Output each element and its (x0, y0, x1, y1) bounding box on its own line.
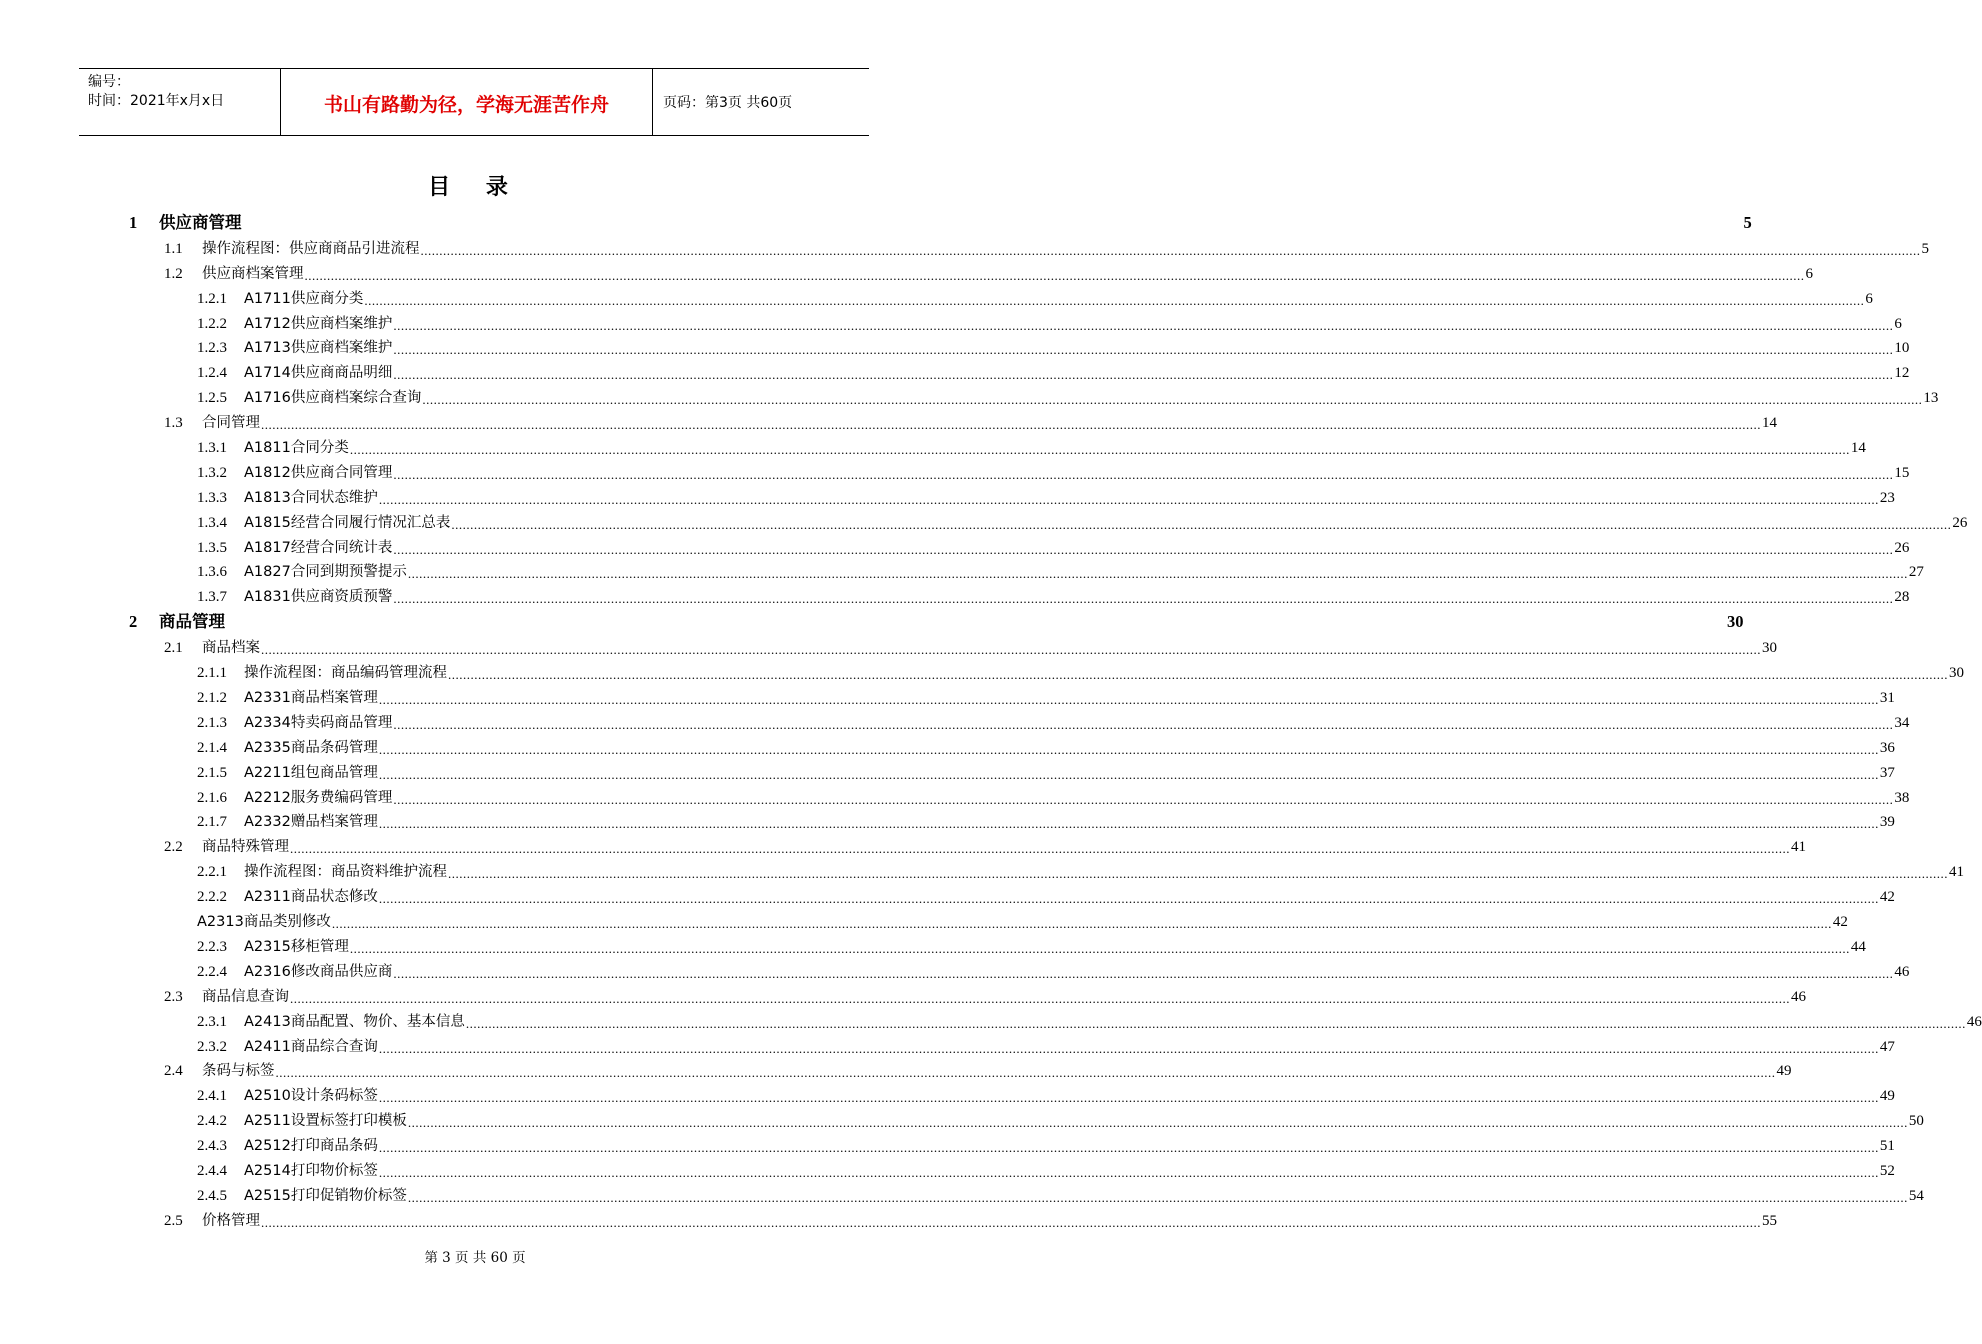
toc-entry-page: 47 (1879, 1038, 1895, 1055)
toc-dot-leader: ................................................................................................................................................................................................................................................................................................................................................................................................................ (290, 990, 1790, 1006)
toc-entry-title: 操作流程图：商品资料维护流程 (244, 864, 447, 881)
toc-dot-leader: ................................................................................................................................................................................................................................................................................................................................................................................................................ (393, 716, 1894, 732)
toc-entry-number: 1.2 (164, 265, 183, 282)
toc-entry-page: 42 (1879, 889, 1895, 906)
toc-entry-page: 42 (1832, 914, 1848, 931)
toc-dot-leader: ................................................................................................................................................................................................................................................................................................................................................................................................................ (393, 541, 1894, 557)
toc-entry-title: A1716供应商档案综合查询 (244, 390, 422, 407)
toc-entry-title: A2313商品类别修改 (197, 914, 331, 931)
toc-dot-leader: ................................................................................................................................................................................................................................................................................................................................................................................................................ (465, 1015, 1966, 1031)
toc-entry[interactable] (0, 407, 1777, 433)
toc-entry[interactable] (0, 581, 1910, 607)
toc-entry-title: A2316修改商品供应商 (244, 963, 393, 980)
toc-dot-leader: ................................................................................................................................................................................................................................................................................................................................................................................................................ (393, 342, 1894, 358)
toc-entry-page: 14 (1850, 440, 1866, 457)
toc-dot-leader: ................................................................................................................................................................................................................................................................................................................................................................................................................ (290, 841, 1790, 857)
toc-entry-title: A2212服务费编码管理 (244, 789, 393, 806)
toc-dot-leader: ................................................................................................................................................................................................................................................................................................................................................................................................................ (261, 417, 1761, 433)
toc-entry-title: A1714供应商商品明细 (244, 365, 393, 382)
toc-dot-leader: ................................................................................................................................................................................................................................................................................................................................................................................................................ (451, 516, 1952, 532)
toc-dot-leader: ................................................................................................................................................................................................................................................................................................................................................................................................................ (407, 1115, 1908, 1131)
toc-entry[interactable] (0, 632, 1777, 658)
toc-entry[interactable] (0, 981, 1806, 1006)
toc-entry-title: A1712供应商档案维护 (244, 315, 393, 332)
toc-dot-leader: ................................................................................................................................................................................................................................................................................................................................................................................................................ (378, 491, 1879, 507)
toc-dot-leader: ................................................................................................................................................................................................................................................................................................................................................................................................................ (275, 1065, 1776, 1081)
toc-dot-leader: ................................................................................................................................................................................................................................................................................................................................................................................................................ (378, 692, 1879, 708)
toc-entry[interactable] (0, 382, 1939, 408)
toc-dot-leader: ................................................................................................................................................................................................................................................................................................................................................................................................................ (304, 267, 1805, 283)
toc-entry-number: 2.2 (164, 839, 183, 856)
toc-entry[interactable] (0, 1006, 1982, 1031)
toc-entry-page: 52 (1879, 1162, 1895, 1179)
toc-entry-title: A2334特卖码商品管理 (244, 714, 393, 731)
toc-entry-page: 39 (1879, 814, 1895, 831)
toc-entry-page: 41 (1949, 864, 1964, 881)
toc-entry-number: 1.2.4 (197, 365, 227, 382)
toc-entry-title: A2413商品配置、物价、基本信息 (244, 1013, 465, 1030)
toc-entry-page: 38 (1894, 789, 1910, 806)
toc-entry-number: 2.5 (164, 1212, 183, 1229)
toc-entry[interactable] (0, 308, 1902, 333)
toc-entry-page: 26 (1894, 539, 1910, 556)
toc-entry-page: 26 (1952, 514, 1968, 531)
toc-entry-number: 2.1.2 (197, 690, 227, 707)
toc-entry-number: 2.2.4 (197, 963, 227, 980)
toc-entry-title: A1831供应商资质预警 (244, 589, 393, 606)
toc-entry-number: 2.4.4 (197, 1162, 227, 1179)
toc-entry-page: 28 (1894, 589, 1910, 606)
toc-entry-page: 5 (1743, 213, 1752, 232)
toc-dot-leader: ................................................................................................................................................................................................................................................................................................................................................................................................................ (378, 816, 1879, 832)
toc-entry-title: A2411商品综合查询 (244, 1038, 378, 1055)
toc-entry-title: A2315移柜管理 (244, 938, 349, 955)
toc-entry-number: 2.3.2 (197, 1038, 227, 1055)
page-header (79, 68, 869, 136)
toc-entry-title: 商品信息查询 (202, 988, 289, 1005)
table-of-contents (0, 207, 1982, 1230)
toc-entry-number: 2.1.1 (197, 665, 227, 682)
toc-entry[interactable] (0, 1080, 1895, 1106)
toc-entry-number: 2.3 (164, 988, 183, 1005)
toc-entry-title: A1811合同分类 (244, 440, 349, 457)
toc-dot-leader: ................................................................................................................................................................................................................................................................................................................................................................................................................ (378, 766, 1879, 782)
toc-dot-leader: ................................................................................................................................................................................................................................................................................................................................................................................................................ (393, 591, 1894, 607)
toc-entry-number: 1.3.4 (197, 514, 227, 531)
toc-entry-title: 价格管理 (202, 1212, 260, 1229)
toc-entry-title: A1813合同状态维护 (244, 489, 378, 506)
toc-entry-page: 49 (1879, 1088, 1895, 1105)
toc-entry[interactable] (0, 606, 1744, 632)
toc-entry[interactable] (0, 906, 1848, 932)
toc-entry-page: 54 (1908, 1187, 1924, 1204)
toc-entry-page: 27 (1908, 564, 1924, 581)
toc-dot-leader: ................................................................................................................................................................................................................................................................................................................................................................................................................ (393, 317, 1894, 333)
toc-entry-page: 13 (1923, 390, 1939, 407)
toc-dot-leader: ................................................................................................................................................................................................................................................................................................................................................................................................................ (448, 667, 1948, 683)
toc-entry-page: 44 (1850, 938, 1866, 955)
toc-entry[interactable] (0, 507, 1968, 532)
toc-entry[interactable] (0, 657, 1964, 683)
toc-entry[interactable] (0, 457, 1910, 482)
toc-entry[interactable] (0, 807, 1895, 832)
toc-dot-leader: ................................................................................................................................................................................................................................................................................................................................................................................................................ (393, 791, 1894, 807)
header-number-label: 编号： (88, 74, 130, 90)
toc-entry-number: 2.4.3 (197, 1138, 227, 1155)
toc-entry[interactable] (0, 682, 1895, 708)
toc-entry-page: 51 (1879, 1138, 1895, 1155)
toc-entry-title: 供应商管理 (159, 213, 242, 232)
toc-entry[interactable] (0, 782, 1910, 807)
toc-entry-page: 41 (1791, 839, 1806, 856)
toc-entry-page: 37 (1879, 764, 1895, 781)
toc-entry-page: 5 (1921, 240, 1929, 257)
toc-entry[interactable] (0, 283, 1873, 308)
toc-entry-title: A2335商品条码管理 (244, 739, 378, 756)
toc-entry-title: A2331商品档案管理 (244, 690, 378, 707)
toc-entry[interactable] (0, 557, 1924, 582)
toc-dot-leader: ................................................................................................................................................................................................................................................................................................................................................................................................................ (261, 642, 1761, 658)
toc-entry[interactable] (0, 1031, 1895, 1056)
toc-entry-page: 30 (1762, 640, 1777, 657)
toc-entry[interactable] (0, 931, 1866, 956)
toc-dot-leader: ................................................................................................................................................................................................................................................................................................................................................................................................................ (393, 367, 1894, 383)
toc-entry-title: A2510设计条码标签 (244, 1088, 378, 1105)
toc-dot-leader: ................................................................................................................................................................................................................................................................................................................................................................................................................ (407, 1189, 1908, 1205)
toc-entry-title: A1817经营合同统计表 (244, 539, 393, 556)
toc-entry-number: 1.2.5 (197, 390, 227, 407)
toc-entry-title: 供应商档案管理 (202, 265, 304, 282)
toc-entry-page: 36 (1879, 739, 1895, 756)
toc-dot-leader: ................................................................................................................................................................................................................................................................................................................................................................................................................ (331, 916, 1832, 932)
toc-entry-number: 2.1.6 (197, 789, 227, 806)
toc-entry[interactable] (0, 532, 1910, 557)
toc-entry-number: 2.2.3 (197, 938, 227, 955)
toc-dot-leader: ................................................................................................................................................................................................................................................................................................................................................................................................................ (393, 965, 1894, 981)
header-page-label: 页码：第3页 共60页 (663, 95, 793, 111)
toc-entry-page: 15 (1894, 464, 1910, 481)
toc-dot-leader: ................................................................................................................................................................................................................................................................................................................................................................................................................ (378, 1140, 1879, 1156)
toc-entry-title: A2512打印商品条码 (244, 1138, 378, 1155)
toc-entry-number: 1.2.1 (197, 290, 227, 307)
toc-entry-title: 操作流程图：供应商商品引进流程 (202, 240, 420, 257)
toc-entry-number: 1.1 (164, 240, 183, 257)
toc-entry[interactable] (0, 1105, 1924, 1131)
toc-entry[interactable] (0, 233, 1929, 258)
toc-entry-number: 2.1.3 (197, 714, 227, 731)
toc-entry-number: 1.3.5 (197, 539, 227, 556)
toc-entry-title: 条码与标签 (202, 1063, 275, 1080)
toc-entry[interactable] (0, 482, 1895, 507)
toc-entry[interactable] (0, 1205, 1777, 1230)
toc-entry-page: 55 (1762, 1212, 1777, 1229)
toc-entry[interactable] (0, 357, 1910, 383)
toc-entry-number: 2.1 (164, 640, 183, 657)
toc-entry[interactable] (0, 881, 1895, 907)
toc-entry-page: 30 (1727, 612, 1744, 632)
toc-entry-title: A2311商品状态修改 (244, 889, 378, 906)
toc-entry-title: A2515打印促销物价标签 (244, 1187, 407, 1204)
toc-entry-page: 6 (1805, 265, 1813, 282)
toc-entry-number: 2.4 (164, 1063, 183, 1080)
toc-dot-leader: ................................................................................................................................................................................................................................................................................................................................................................................................................ (393, 466, 1894, 482)
toc-entry-page: 46 (1791, 988, 1806, 1005)
toc-entry[interactable] (0, 956, 1910, 981)
toc-entry-page: 23 (1879, 489, 1895, 506)
toc-entry-title: 商品档案 (202, 640, 260, 657)
toc-entry-number: 2.4.2 (197, 1113, 227, 1130)
toc-entry[interactable] (0, 207, 1752, 233)
toc-entry-title: A2332赠品档案管理 (244, 814, 378, 831)
toc-dot-leader: ................................................................................................................................................................................................................................................................................................................................................................................................................ (378, 891, 1879, 907)
toc-entry-number: 2 (129, 612, 138, 632)
toc-dot-leader: ................................................................................................................................................................................................................................................................................................................................................................................................................ (378, 1090, 1879, 1106)
toc-dot-leader: ................................................................................................................................................................................................................................................................................................................................................................................................................ (261, 1214, 1761, 1230)
toc-entry-title: A1812供应商合同管理 (244, 464, 393, 481)
header-meta (79, 69, 281, 135)
toc-dot-leader: ................................................................................................................................................................................................................................................................................................................................................................................................................ (448, 866, 1948, 882)
toc-entry-number: 1.3.6 (197, 564, 227, 581)
toc-dot-leader: ................................................................................................................................................................................................................................................................................................................................................................................................................ (364, 292, 1865, 308)
toc-entry[interactable] (0, 732, 1895, 757)
toc-entry-page: 30 (1949, 665, 1964, 682)
toc-entry-title: A2514打印物价标签 (244, 1162, 378, 1179)
toc-entry-title: A2511设置标签打印模板 (244, 1113, 407, 1130)
toc-dot-leader: ................................................................................................................................................................................................................................................................................................................................................................................................................ (349, 442, 1850, 458)
toc-entry-page: 6 (1894, 315, 1902, 332)
toc-entry-number: 1.2.3 (197, 340, 227, 357)
toc-entry-page: 50 (1908, 1113, 1924, 1130)
toc-entry-page: 31 (1879, 690, 1895, 707)
toc-entry-title: 操作流程图：商品编码管理流程 (244, 665, 447, 682)
toc-entry[interactable] (0, 432, 1866, 458)
toc-entry-number: 1.2.2 (197, 315, 227, 332)
toc-dot-leader: ................................................................................................................................................................................................................................................................................................................................................................................................................ (420, 242, 1921, 258)
toc-entry-number: 2.2.2 (197, 889, 227, 906)
toc-entry-title: A1815经营合同履行情况汇总表 (244, 514, 451, 531)
toc-entry[interactable] (0, 1155, 1895, 1180)
toc-entry-number: 2.1.7 (197, 814, 227, 831)
toc-entry[interactable] (0, 1180, 1924, 1205)
toc-entry-page: 10 (1894, 340, 1910, 357)
toc-dot-leader: ................................................................................................................................................................................................................................................................................................................................................................................................................ (378, 1040, 1879, 1056)
toc-entry-title: 商品特殊管理 (202, 839, 289, 856)
header-motto: 书山有路勤为径，学海无涯苦作舟 (281, 69, 653, 135)
toc-entry[interactable] (0, 757, 1895, 782)
toc-dot-leader: ................................................................................................................................................................................................................................................................................................................................................................................................................ (422, 392, 1923, 408)
toc-entry-page: 46 (1966, 1013, 1982, 1030)
toc-dot-leader: ................................................................................................................................................................................................................................................................................................................................................................................................................ (407, 566, 1908, 582)
page-footer: 第 3 页 共 60 页 (424, 1250, 526, 1266)
toc-entry[interactable] (0, 831, 1806, 857)
toc-entry-number: 2.2.1 (197, 864, 227, 881)
toc-dot-leader: ................................................................................................................................................................................................................................................................................................................................................................................................................ (378, 1164, 1879, 1180)
toc-entry-title: A1827合同到期预警提示 (244, 564, 407, 581)
toc-entry[interactable] (0, 1056, 1792, 1081)
toc-entry-page: 46 (1894, 963, 1910, 980)
toc-entry-title: 合同管理 (202, 415, 260, 432)
toc-entry-number: 1.3.1 (197, 440, 227, 457)
toc-entry-number: 1.3.2 (197, 464, 227, 481)
toc-entry-number: 2.3.1 (197, 1013, 227, 1030)
toc-entry-title: A1713供应商档案维护 (244, 340, 393, 357)
toc-title: 目 录 (428, 175, 522, 200)
header-time-label: 时间：2021年x月x日 (88, 93, 225, 109)
toc-entry-number: 1.3 (164, 415, 183, 432)
toc-entry-number: 2.4.1 (197, 1088, 227, 1105)
toc-entry[interactable] (0, 258, 1813, 283)
toc-entry-page: 12 (1894, 365, 1910, 382)
toc-entry-title: 商品管理 (159, 612, 225, 632)
toc-entry[interactable] (0, 856, 1964, 882)
toc-entry-page: 6 (1865, 290, 1873, 307)
toc-entry-number: 1.3.3 (197, 489, 227, 506)
toc-entry-page: 14 (1762, 415, 1777, 432)
toc-entry-number: 2.1.4 (197, 739, 227, 756)
toc-dot-leader: ................................................................................................................................................................................................................................................................................................................................................................................................................ (378, 741, 1879, 757)
toc-entry-title: A2211组包商品管理 (244, 764, 378, 781)
toc-entry[interactable] (0, 333, 1910, 358)
toc-entry-number: 1.3.7 (197, 589, 227, 606)
toc-dot-leader: ................................................................................................................................................................................................................................................................................................................................................................................................................ (349, 940, 1850, 956)
toc-entry[interactable] (0, 707, 1910, 732)
toc-entry-page: 34 (1894, 714, 1910, 731)
toc-entry[interactable] (0, 1130, 1895, 1156)
toc-entry-number: 2.1.5 (197, 764, 227, 781)
toc-entry-number: 2.4.5 (197, 1187, 227, 1204)
toc-entry-page: 49 (1776, 1063, 1792, 1080)
toc-entry-number: 1 (129, 213, 138, 232)
toc-entry-title: A1711供应商分类 (244, 290, 364, 307)
